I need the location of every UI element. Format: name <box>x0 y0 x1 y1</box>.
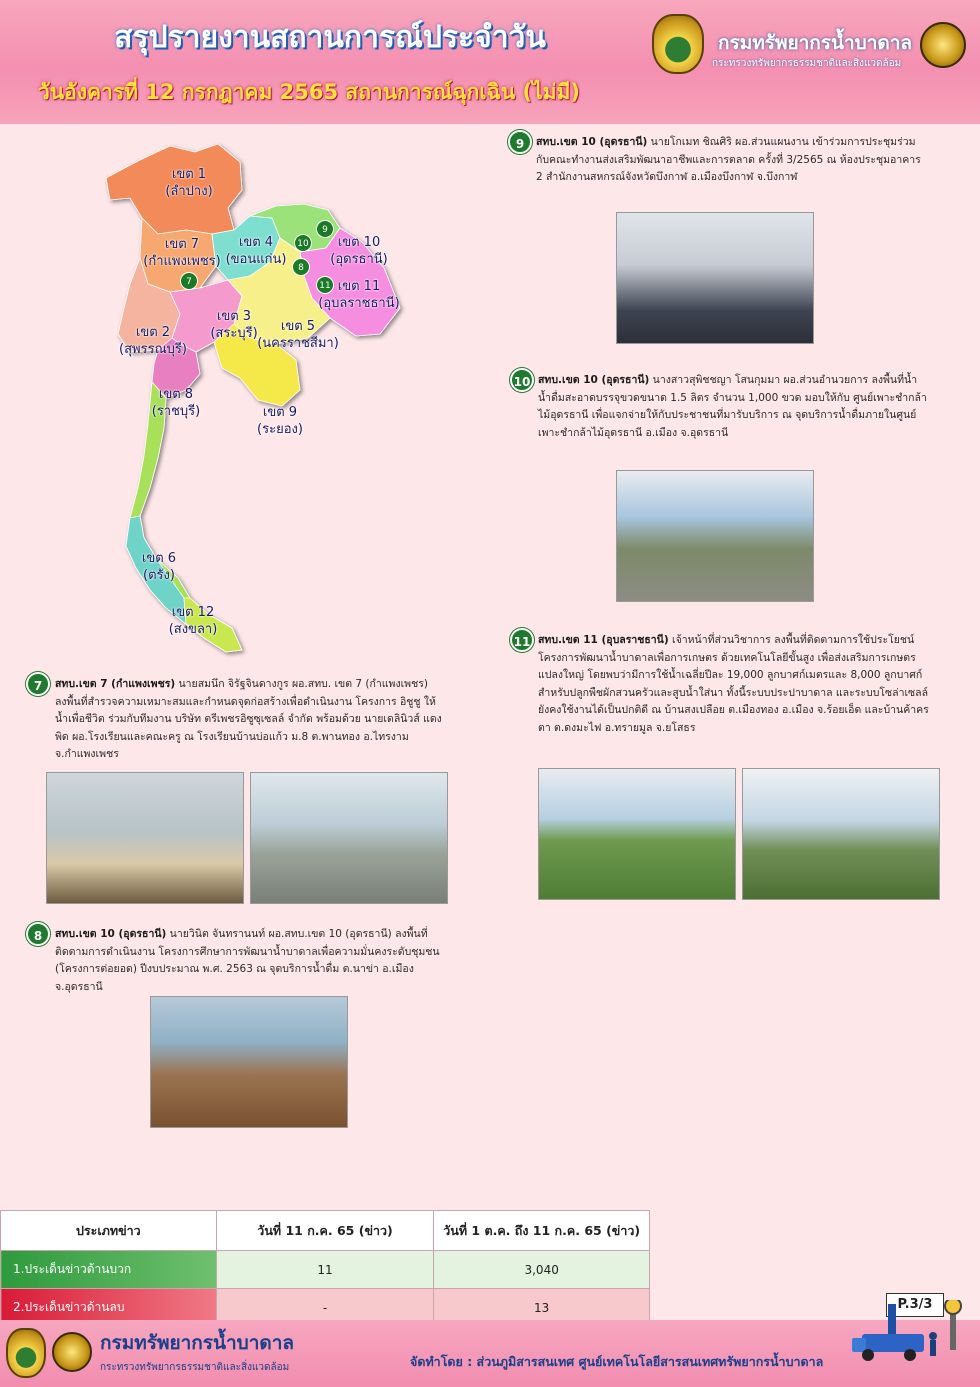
ministry-crest-logo <box>652 14 704 74</box>
row-label: 2.ประเด็นข่าวด้านลบ <box>1 1289 217 1327</box>
department-seal-logo <box>52 1332 92 1372</box>
map-label-zone-6: เขต 6 (ตรัง) <box>141 551 177 583</box>
map-pin-7: 7 <box>180 272 198 290</box>
map-label-zone-10: เขต 10 (อุดรธานี) <box>330 235 388 267</box>
map-label-zone-11: เขต 11 (อุบลราชธานี) <box>318 279 400 311</box>
map-pin-9: 9 <box>316 220 334 238</box>
map-label-zone-12: เขต 12 (สงขลา) <box>168 605 218 637</box>
map-pin-11: 11 <box>316 276 334 294</box>
item-description: นายวินิต จันทรานนท์ ผอ.สทบ.เขต 10 (อุดรธานี) ลงพื้นที่ติดตามการดำเนินงาน โครงการศึกษาการพัฒนาน้ำบาดาลเพื่อความมั่นคงระดับชุมชน (โครงการต่อยอด) ปีงบประมาณ พ.ศ. 2563 ณ จุดบริการน้ำดื่ม ต.นาข่า อ.เมือง จ.อุดรธานี <box>55 928 440 993</box>
footer-banner <box>0 1320 980 1387</box>
farm-field-photo <box>538 768 736 900</box>
table-row <box>1 1251 650 1289</box>
news-item-9 <box>536 134 928 187</box>
ministry-crest-logo <box>6 1328 46 1378</box>
item-description: นายโกเมท ชิณศิริ ผอ.ส่วนแผนงาน เข้าร่วมการประชุมร่วมกับคณะทำงานส่งเสริมพัฒนาอาชีพและการตลาด ครั้งที่ 3/2565 ณ ห้องประชุมอาคาร 2 สำนักงานสหกรณ์จังหวัดบึงกาฬ อ.เมืองบึงกาฬ จ.บึงกาฬ <box>536 136 921 183</box>
item-description: นางสาวสุพิชชญา โสนกุมมา ผอ.ส่วนอำนวยการ ลงพื้นที่น้ำน้ำดื่มสะอาดบรรจุขวดขนาด 1.5 ลิตร จำนวน 1,000 ขวด มอบให้กับ ศูนย์เพาะชำกล้าไม้อุดรธานี เพื่อแจกจ่ายให้กับประชาชนที่มารับบริการ ณ จุดบริการน้ำดื่มภายในศูนย์เพาะชำกล้าไม้อุดรธานี อ.เมือง จ.อุดรธานี <box>538 374 927 439</box>
department-name: กรมทรัพยากรน้ำบาดาล <box>718 32 913 54</box>
map-label-zone-4: เขต 4 (ขอนแก่น) <box>225 235 287 267</box>
row-label: 1.ประเด็นข่าวด้านบวก <box>1 1251 217 1289</box>
footer-ministry-name: กระทรวงทรัพยากรธรรมชาติและสิ่งแวดล้อม <box>100 1362 290 1373</box>
item-org: สทบ.เขต 10 (อุดรธานี) <box>538 374 650 386</box>
item-org: สทบ.เขต 10 (อุดรธานี) <box>55 928 167 940</box>
water-service-point-photo <box>150 996 348 1128</box>
news-summary-table <box>0 1210 650 1327</box>
thailand-region-map <box>100 138 410 658</box>
column-header: ประเภทข่าว <box>1 1211 217 1251</box>
map-pin-8: 8 <box>292 258 310 276</box>
map-label-zone-8: เขต 8 (ราชบุรี) <box>151 387 201 419</box>
map-label-zone-2: เขต 2 (สุพรรณบุรี) <box>119 325 187 357</box>
item-description: นายสมนึก จิรัฐจินดางกูร ผอ.สทบ. เขต 7 (กำแพงเพชร) ลงพื้นที่สำรวจความเหมาะสมและกำหนดจุดก่อสร้างเพื่อดำเนินงาน โครงการ อิชูชู ให้น้ำเพื่อชีวิต ร่วมกับทีมงาน บริษัท ตรีเพชรอิซูซุเซลล์ จำกัด พร้อมด้วย นายเดลินิวส์ แดงพิด ผอ.โรงเรียนและคณะครู ณ โรงเรียนบ้านบ่อแก้ว ม.8 ต.พานทอง อ.ไทรงาม จ.กำแพงเพชร <box>55 678 442 760</box>
page-number: P.3/3 <box>886 1293 944 1317</box>
department-seal-logo <box>920 22 966 68</box>
item-number-badge: 11 <box>510 628 534 652</box>
solar-water-system-photo <box>742 768 940 900</box>
ministry-name: กระทรวงทรัพยากรธรรมชาติและสิ่งแวดล้อม <box>712 58 902 69</box>
site-survey-photo <box>250 772 448 904</box>
news-item-8 <box>55 926 445 996</box>
cell-day-count: 11 <box>216 1251 434 1289</box>
map-label-zone-7: เขต 7 (กำแพงเพชร) <box>143 237 221 269</box>
footer-credit: จัดทำโดย : ส่วนภูมิสารสนเทศ ศูนย์เทคโนโลยีสารสนเทศทรัพยากรน้ำบาดาล <box>410 1354 824 1369</box>
map-label-zone-3: เขต 3 (สระบุรี) <box>210 309 258 341</box>
map-pin-10: 10 <box>294 234 312 252</box>
footer-department-name: กรมทรัพยากรน้ำบาดาล <box>100 1332 295 1354</box>
item-org: สทบ.เขต 7 (กำแพงเพชร) <box>55 678 176 690</box>
header-banner <box>0 0 980 124</box>
school-meeting-photo <box>46 772 244 904</box>
item-number-badge: 10 <box>510 368 534 392</box>
map-label-zone-1: เขต 1 (ลำปาง) <box>165 167 213 199</box>
item-org: สทบ.เขต 11 (อุบลราชธานี) <box>538 634 669 646</box>
meeting-photo <box>616 212 814 344</box>
map-label-zone-5: เขต 5 (นครราชสีมา) <box>257 319 339 351</box>
column-header: วันที่ 11 ก.ค. 65 (ข่าว) <box>216 1211 434 1251</box>
drilling-truck-icon <box>850 1300 970 1366</box>
item-org: สทบ.เขต 10 (อุดรธานี) <box>536 136 648 148</box>
cell-day-count: - <box>216 1289 434 1327</box>
water-donation-photo <box>616 470 814 602</box>
item-description: เจ้าหน้าที่ส่วนวิชาการ ลงพื้นที่ติดตามการใช้ประโยชน์โครงการพัฒนาน้ำบาดาลเพื่อการเกษตร ด้วยเทคโนโลยีขั้นสูง เพื่อส่งเสริมการเกษตรแปลงใหญ่ โดยพบว่ามีการใช้น้ำเฉลี่ยปีละ 19,000 ลูกบาศก์เมตรและ 8,000 ลูกบาศก์ สำหรับปลูกพืชผักสวนครัวและสูบน้ำใส่นา ทั้งนี้ระบบประปาบาดาล และระบบโซล่าเซลล์ ยังคงใช้งานได้เป็นปกติดี ณ บ้านสงเปลือย ต.เมืองทอง อ.เมือง จ.ร้อยเอ็ด และบ้านค้าครตา ต.ดงมะไฟ อ.ทรายมูล จ.ยโสธร <box>538 634 929 734</box>
news-item-7 <box>55 676 445 764</box>
map-label-zone-9: เขต 9 (ระยอง) <box>257 405 303 437</box>
page-title: สรุปรายงานสถานการณ์ประจำวัน <box>114 20 546 55</box>
news-item-10 <box>538 372 930 442</box>
item-number-badge: 9 <box>508 130 532 154</box>
item-number-badge: 8 <box>26 922 50 946</box>
news-item-11 <box>538 632 930 737</box>
column-header: วันที่ 1 ต.ค. ถึง 11 ก.ค. 65 (ข่าว) <box>434 1211 650 1251</box>
item-number-badge: 7 <box>26 672 50 696</box>
cell-total-count: 13 <box>434 1289 650 1327</box>
page-subtitle: วันอังคารที่ 12 กรกฎาคม 2565 สถานการณ์ฉุกเฉิน (ไม่มี) <box>38 80 580 104</box>
table-header-row <box>1 1211 650 1251</box>
cell-total-count: 3,040 <box>434 1251 650 1289</box>
